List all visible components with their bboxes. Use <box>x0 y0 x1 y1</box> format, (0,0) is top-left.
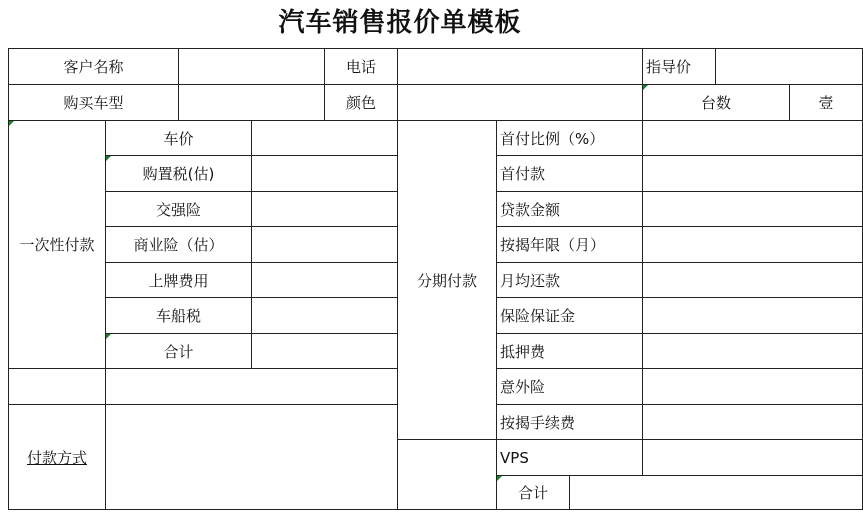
installment-item: 月均还款 <box>497 263 643 298</box>
guide-price-label: 指导价 <box>643 49 716 85</box>
blank-value-cell[interactable] <box>106 369 398 405</box>
payment-method-field[interactable] <box>106 405 398 510</box>
installment-item: 抵押费 <box>497 334 643 369</box>
customer-name-field[interactable] <box>179 49 325 85</box>
quantity-label: 台数 <box>643 85 790 121</box>
installment-value-field[interactable] <box>643 121 863 156</box>
one-time-value-field[interactable] <box>252 121 398 156</box>
car-model-field[interactable] <box>179 85 325 121</box>
installment-value-field[interactable] <box>643 227 863 263</box>
blank-label-cell[interactable] <box>9 369 106 405</box>
phone-field[interactable] <box>398 49 643 85</box>
one-time-item: 车价 <box>106 121 252 156</box>
phone-label: 电话 <box>325 49 398 85</box>
installment-blank-cell <box>398 440 497 510</box>
one-time-value-field[interactable] <box>252 156 398 192</box>
installment-value-field[interactable] <box>643 440 863 476</box>
installment-total-field[interactable] <box>570 476 863 510</box>
one-time-item: 商业险（估） <box>106 227 252 263</box>
installment-item: 贷款金额 <box>497 192 643 227</box>
one-time-value-field[interactable] <box>252 298 398 334</box>
installment-value-field[interactable] <box>643 334 863 369</box>
installment-item: 首付款 <box>497 156 643 192</box>
one-time-item: 上牌费用 <box>106 263 252 298</box>
one-time-total-field[interactable] <box>252 334 398 369</box>
installment-item: 按揭年限（月） <box>497 227 643 263</box>
page-title: 汽车销售报价单模板 <box>278 8 522 38</box>
payment-method-text: 付款方式 <box>26 448 87 467</box>
installment-value-field[interactable] <box>643 192 863 227</box>
customer-name-label: 客户名称 <box>9 49 179 85</box>
one-time-value-field[interactable] <box>252 227 398 263</box>
color-field[interactable] <box>398 85 643 121</box>
quotation-table <box>8 48 863 510</box>
installment-payment-label: 分期付款 <box>398 121 497 440</box>
installment-item: 保险保证金 <box>497 298 643 334</box>
one-time-payment-label: 一次性付款 <box>9 121 106 369</box>
installment-value-field[interactable] <box>643 156 863 192</box>
installment-value-field[interactable] <box>643 263 863 298</box>
one-time-item: 购置税(估) <box>106 156 252 192</box>
installment-item: 首付比例（%） <box>497 121 643 156</box>
installment-item: VPS <box>497 440 643 476</box>
installment-item: 意外险 <box>497 369 643 405</box>
one-time-item: 车船税 <box>106 298 252 334</box>
one-time-total-label: 合计 <box>106 334 252 369</box>
installment-item: 按揭手续费 <box>497 405 643 440</box>
one-time-value-field[interactable] <box>252 263 398 298</box>
car-model-label: 购买车型 <box>9 85 179 121</box>
color-label: 颜色 <box>325 85 398 121</box>
one-time-value-field[interactable] <box>252 192 398 227</box>
guide-price-field[interactable] <box>716 49 863 85</box>
installment-value-field[interactable] <box>643 369 863 405</box>
one-time-item: 交强险 <box>106 192 252 227</box>
payment-method-label <box>9 405 106 510</box>
installment-value-field[interactable] <box>643 405 863 440</box>
installment-total-label: 合计 <box>497 476 570 510</box>
installment-value-field[interactable] <box>643 298 863 334</box>
quantity-field[interactable]: 壹 <box>790 85 863 121</box>
